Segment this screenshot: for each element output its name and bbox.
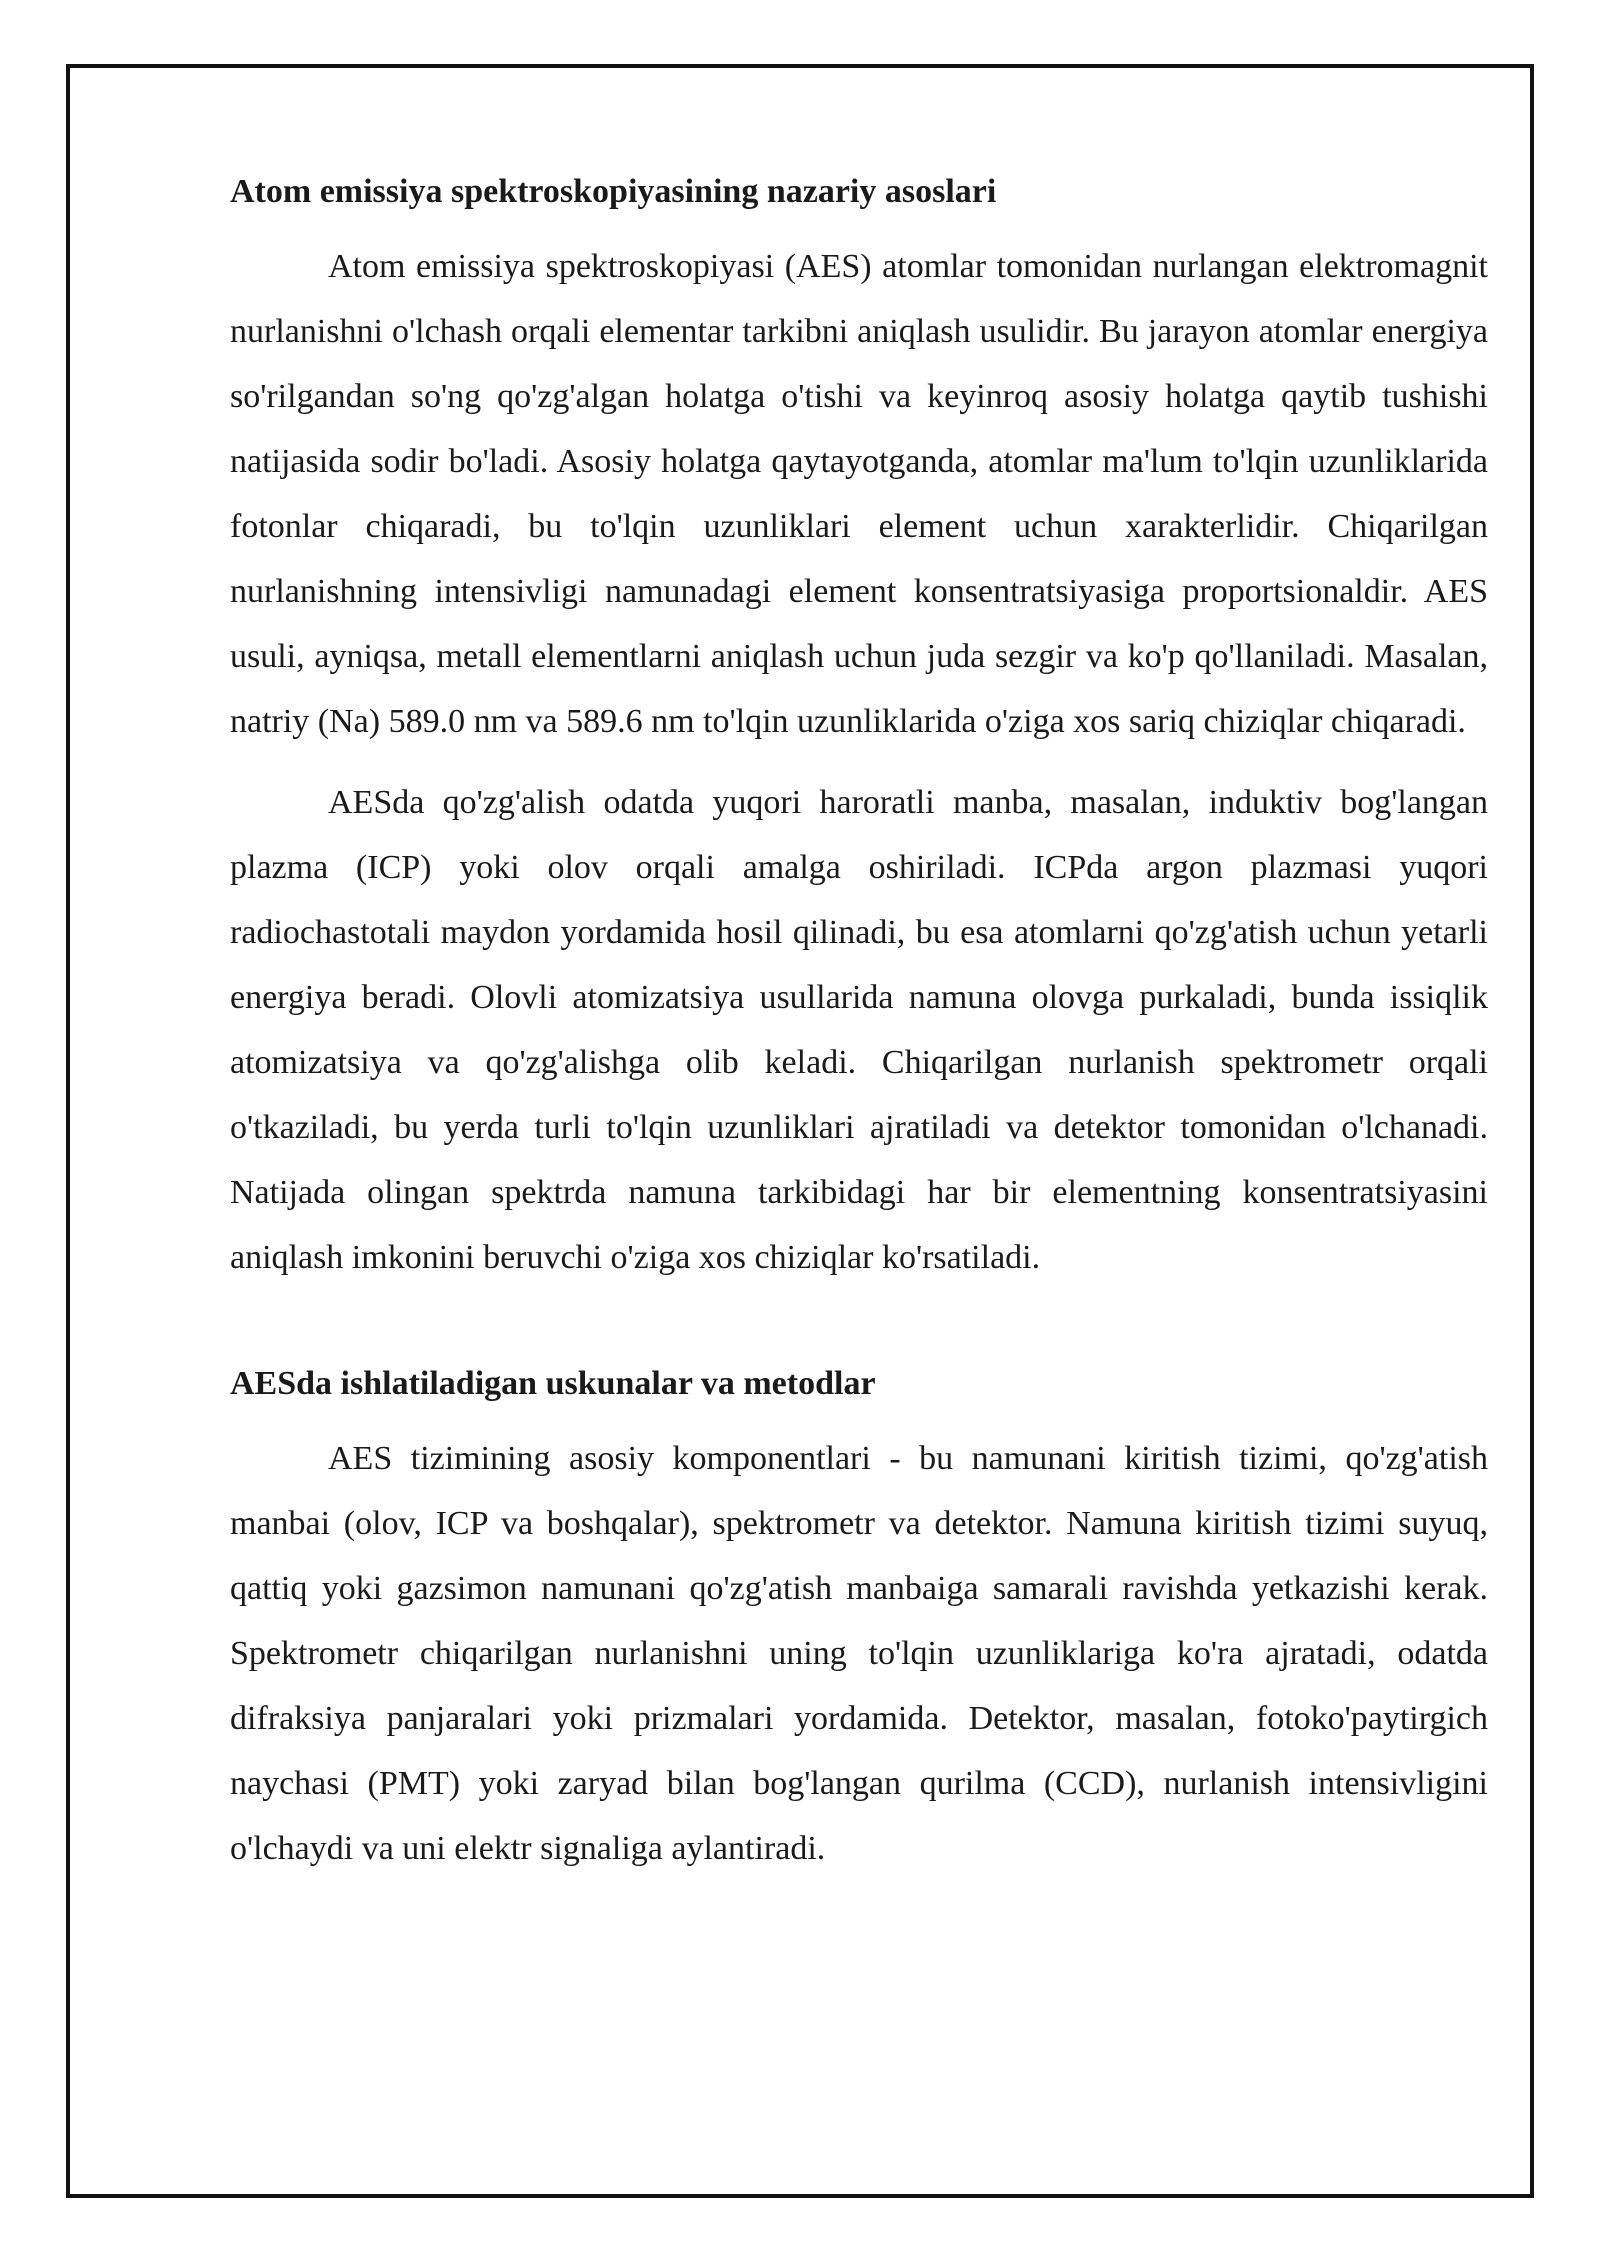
- paragraph-excitation-sources: AESda qo'zg'alish odatda yuqori haroratli manba, masalan, induktiv bog'langan plazma (ICP) yoki olov orqali amalga oshiriladi. ICPda argon plazmasi yuqori radiochastotali maydon yordamida hosil qilinadi, bu esa atomlarni qo'zg'atish uchun yetarli energiya beradi. Olovli atomizatsiya usullarida namuna olovga purkaladi, bunda issiqlik atomizatsiya va qo'zg'alishga olib keladi. Chiqarilgan nurlanish spektrometr orqali o'tkaziladi, bu yerda turli to'lqin uzunliklari ajratiladi va detektor tomonidan o'lchanadi. Natijada olingan spektrda namuna tarkibidagi har bir elementning konsentratsiyasini aniqlash imkonini beruvchi o'ziga xos chiziqlar ko'rsatiladi.: [230, 784, 1488, 1276]
- section-heading-theory: Atom emissiya spektroskopiyasining nazariy asoslari: [230, 173, 997, 210]
- document-body: [230, 170, 1488, 1897]
- paragraph-system-components: AES tizimining asosiy komponentlari - bu namunani kiritish tizimi, qo'zg'atish manbai (olov, ICP va boshqalar), spektrometr va detektor. Namuna kiritish tizimi suyuq, qattiq yoki gazsimon namunani qo'zg'atish manbaiga samarali ravishda yetkazishi kerak. Spektrometr chiqarilgan nurlanishni uning to'lqin uzunliklariga ko'ra ajratadi, odatda difraksiya panjaralari yoki prizmalari yordamida. Detektor, masalan, fotoko'paytirgich naychasi (PMT) yoki zaryad bilan bog'langan qurilma (CCD), nurlanish intensivligini o'lchaydi va uni elektr signaliga aylantiradi.: [230, 1440, 1488, 1867]
- section-heading-equipment: AESda ishlatiladigan uskunalar va metodlar: [230, 1365, 876, 1402]
- paragraph-aes-definition: Atom emissiya spektroskopiyasi (AES) atomlar tomonidan nurlangan elektromagnit nurlanishni o'lchash orqali elementar tarkibni aniqlash usulidir. Bu jarayon atomlar energiya so'rilgandan so'ng qo'zg'algan holatga o'tishi va keyinroq asosiy holatga qaytib tushishi natijasida sodir bo'ladi. Asosiy holatga qaytayotganda, atomlar ma'lum to'lqin uzunliklarida fotonlar chiqaradi, bu to'lqin uzunliklari element uchun xarakterlidir. Chiqarilgan nurlanishning intensivligi namunadagi element konsentratsiyasiga proportsionaldir. AES usuli, ayniqsa, metall elementlarni aniqlash uchun juda sezgir va ko'p qo'llaniladi. Masalan, natriy (Na) 589.0 nm va 589.6 nm to'lqin uzunliklarida o'ziga xos sariq chiziqlar chiqaradi.: [230, 248, 1488, 740]
